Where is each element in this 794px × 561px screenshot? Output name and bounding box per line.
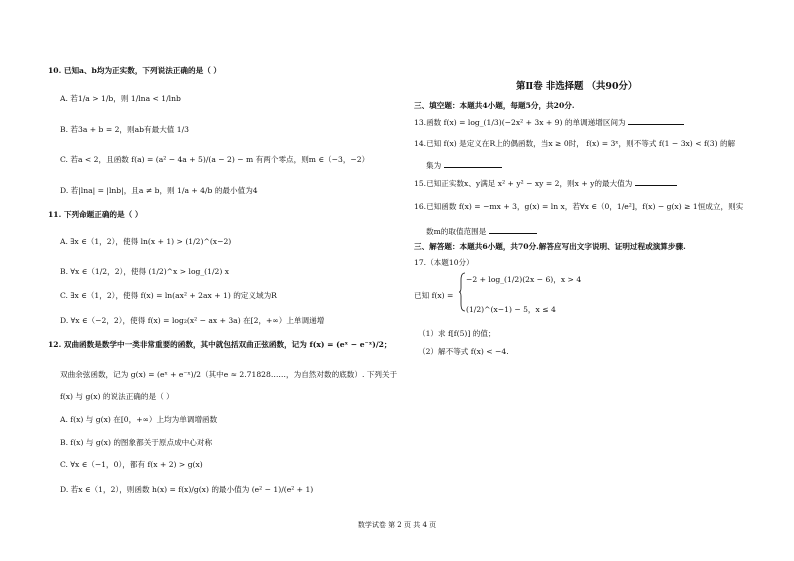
piecewise-label: 已知 f(x) = bbox=[414, 291, 454, 300]
q17-part-2: （2）解不等式 f(x) < −4. bbox=[418, 347, 509, 356]
question-14-continued: 集为 bbox=[426, 159, 502, 170]
question-16-continued: 数m的取值范围是 bbox=[426, 225, 537, 236]
question-12: 12. 双曲函数是数学中一类非常重要的函数，其中就包括双曲正弦函数，记为 f(x) = (eˣ − e⁻ˣ)/2； bbox=[48, 340, 392, 349]
solution-heading: 三、解答题：本题共6小题，共70分.解答应写出文字说明、证明过程或演算步骤. bbox=[414, 242, 686, 251]
question-16: 16.已知函数 f(x) = −mx + 3，g(x) = ln x，若∀x ∈（0，1/e²]，f(x) − g(x) ≥ 1恒成立，则实 bbox=[414, 202, 744, 211]
q12-option-a: A. f(x) 与 g(x) 在[0，+∞）上均为单调增函数 bbox=[60, 415, 218, 424]
question-11: 11. 下列命题正确的是（ ） bbox=[48, 210, 143, 219]
answer-blank bbox=[444, 159, 502, 168]
q17-part-1: （1）求 f[f(5)] 的值； bbox=[418, 329, 496, 338]
q11-option-b: B. ∀x ∈（1/2，2），使得 (1/2)^x > log_(1/2) x bbox=[60, 267, 230, 276]
q11-option-d: D. ∀x ∈（−2，2），使得 f(x) = log₂(x² − ax + 3a) 在[2，+∞）上单调递增 bbox=[60, 316, 325, 325]
q12-option-c: C. ∀x ∈（−1，0），都有 f(x + 2) > g(x) bbox=[60, 460, 203, 469]
question-13: 13.函数 f(x) = log_(1/3)(−2x² + 3x + 9) 的单调递增区间为 bbox=[414, 116, 684, 127]
question-17: 17.（本题10分） bbox=[414, 258, 474, 267]
q10-option-d: D. 若|lna| = |lnb|，且a ≠ b，则 1/a + 4/b 的最小值为4 bbox=[60, 186, 258, 195]
q11-option-c: C. ∃x ∈（1，2），使得 f(x) = ln(ax² + 2ax + 1) 的定义域为R bbox=[60, 291, 277, 300]
fill-blank-heading: 三、填空题：本题共4小题，每题5分，共20分. bbox=[414, 101, 575, 110]
question-14: 14.已知 f(x) 是定义在R上的偶函数，当x ≥ 0时， f(x) = 3ˣ，则不等式 f(1 − 3x) < f(3) 的解 bbox=[414, 139, 736, 148]
answer-blank bbox=[628, 116, 684, 125]
q10-option-a: A. 若1/a > 1/b，则 1/lna < 1/lnb bbox=[60, 94, 181, 103]
q10-option-c: C. 若a < 2，且函数 f(a) = (a² − 4a + 5)/(a − 2) − m 有两个零点，则m ∈（−3，−2） bbox=[60, 155, 370, 164]
q12-text-line-2: 双曲余弦函数，记为 g(x) = (eˣ + e⁻ˣ)/2（其中e ≈ 2.71828……，为自然对数的底数）. 下列关于 bbox=[60, 370, 398, 379]
question-10: 10. 已知a、b均为正实数，下列说法正确的是（ ） bbox=[48, 66, 222, 75]
q12-option-d: D. 若x ∈（1，2），则函数 h(x) = f(x)/g(x) 的最小值为 (e² − 1)/(e² + 1) bbox=[60, 485, 314, 494]
q12-text-line-3: f(x) 与 g(x) 的说法正确的是（ ） bbox=[60, 392, 174, 401]
question-15: 15.已知正实数x、y满足 x² + y² − xy = 2，则x + y的最大值为 bbox=[414, 177, 677, 188]
answer-blank bbox=[489, 225, 537, 234]
q11-option-a: A. ∃x ∈（1，2），使得 ln(x + 1) > (1/2)^(x−2) bbox=[60, 237, 232, 246]
piecewise-case-1: −2 + log_(1/2)(2x − 6)，x > 4 bbox=[466, 275, 582, 284]
section-title: 第Ⅱ卷 非选择题 （共90分） bbox=[516, 81, 638, 92]
answer-blank bbox=[635, 177, 677, 186]
q10-option-b: B. 若3a + b = 2，则ab有最大值 1/3 bbox=[60, 125, 190, 134]
q12-option-b: B. f(x) 与 g(x) 的图象都关于原点成中心对称 bbox=[60, 438, 213, 447]
page-footer: 数学试卷 第 2 页 共 4 页 bbox=[357, 521, 437, 529]
piecewise-case-2: (1/2)^(x−1) − 5，x ≤ 4 bbox=[466, 305, 556, 314]
